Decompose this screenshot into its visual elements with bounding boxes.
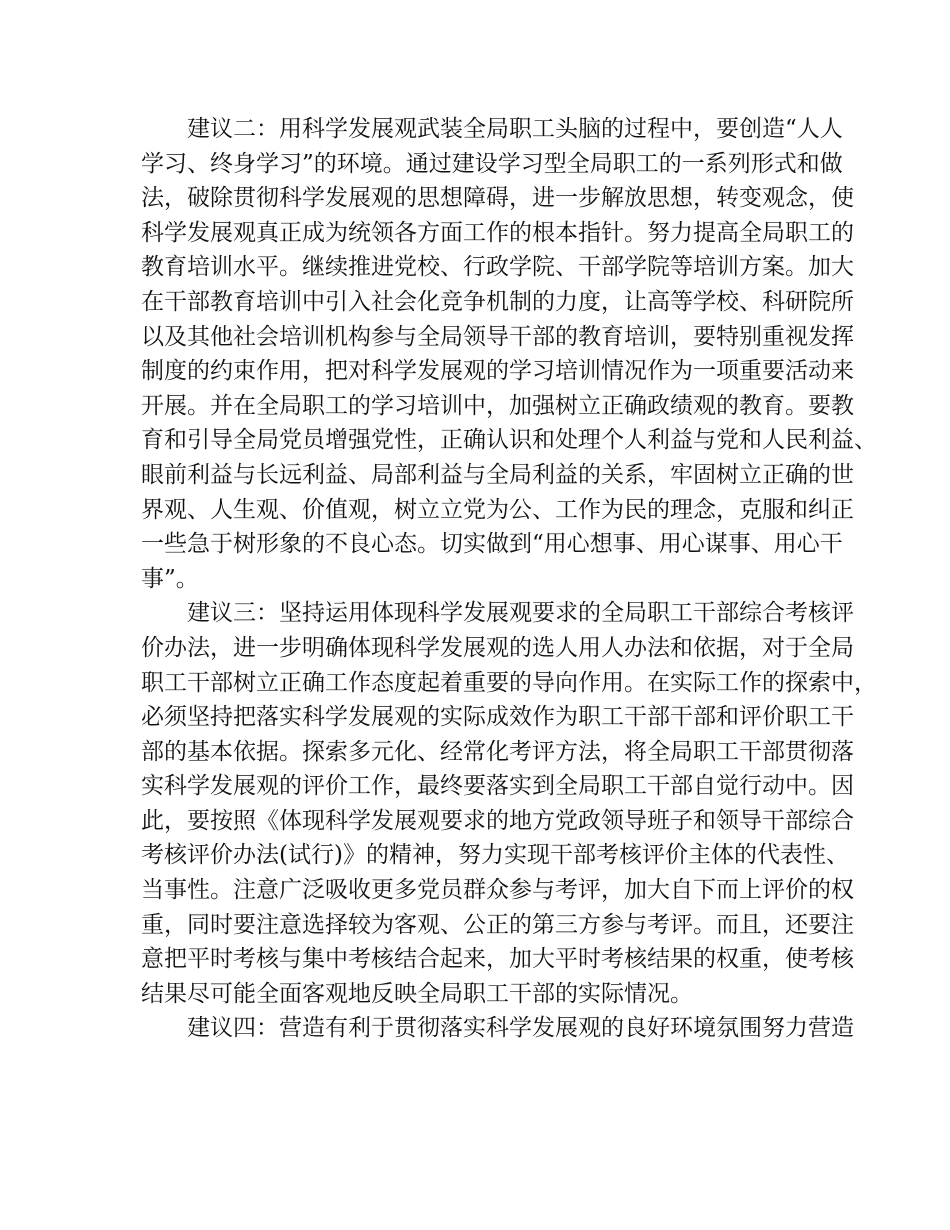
paragraph-3-line-8: 考核评价办法(试行)》的精神，努力实现干部考核评价主体的代表性、 [141, 842, 849, 869]
paragraph-4-line-1: 建议四：营造有利于贯彻落实科学发展观的良好环境氛围努力营造 [187, 1015, 854, 1042]
paragraph-3-line-2: 价办法，进一步明确体现科学发展观的选人用人办法和依据，对于全局 [141, 634, 854, 661]
document-body [141, 112, 877, 1046]
paragraph-2-line-13: 一些急于树形象的不良心态。切实做到“用心想事、用心谋事、用心干 [141, 531, 843, 558]
paragraph-2-line-1: 建议二：用科学发展观武装全局职工头脑的过程中，要创造“人人 [187, 116, 843, 142]
paragraph-3-line-7: 此，要按照《体现科学发展观要求的地方党政领导班子和领导干部综合 [141, 807, 854, 834]
paragraph-3-line-4: 必须坚持把落实科学发展观的实际成效作为职工干部干部和评价职工干 [141, 704, 854, 731]
paragraph-2-line-3: 法，破除贯彻科学发展观的思想障碍，进一步解放思想，转变观念，使 [141, 185, 854, 212]
paragraph-3-line-10: 重，同时要注意选择较为客观、公正的第三方参与考评。而且，还要注 [141, 911, 854, 938]
paragraph-2-line-10: 育和引导全局党员增强党性，正确认识和处理个人利益与党和人民利益、 [141, 427, 877, 454]
paragraph-2-line-2: 学习、终身学习”的环境。通过建设学习型全局职工的一系列形式和做 [141, 150, 843, 177]
paragraph-2-line-8: 制度的约束作用，把对科学发展观的学习培训情况作为一项重要活动来 [141, 358, 854, 385]
paragraph-3-line-12: 结果尽可能全面客观地反映全局职工干部的实际情况。 [141, 980, 693, 1007]
paragraph-3-line-11: 意把平时考核与集中考核结合起来，加大平时考核结果的权重，使考核 [141, 946, 854, 973]
paragraph-2-line-6: 在干部教育培训中引入社会化竞争机制的力度，让高等学校、科研院所 [141, 288, 854, 315]
paragraph-3-line-9: 当事性。注意广泛吸收更多党员群众参与考评，加大自下而上评价的权 [141, 877, 854, 904]
paragraph-2-line-4: 科学发展观真正成为统领各方面工作的根本指针。努力提高全局职工的 [141, 219, 854, 246]
paragraph-2-line-9: 开展。并在全局职工的学习培训中，加强树立正确政绩观的教育。要教 [141, 392, 854, 419]
paragraph-2-line-14: 事”。 [141, 565, 199, 592]
paragraph-3-line-1: 建议三：坚持运用体现科学发展观要求的全局职工干部综合考核评 [187, 600, 854, 627]
paragraph-2-line-12: 界观、人生观、价值观，树立立党为公、工作为民的理念，克服和纠正 [141, 496, 854, 523]
paragraph-3-line-5: 部的基本依据。探索多元化、经常化考评方法，将全局职工干部贯彻落 [141, 738, 854, 765]
paragraph-2-line-5: 教育培训水平。继续推进党校、行政学院、干部学院等培训方案。加大 [141, 254, 854, 281]
paragraph-3-line-6: 实科学发展观的评价工作，最终要落实到全局职工干部自觉行动中。因 [141, 773, 854, 800]
paragraph-2-line-7: 以及其他社会培训机构参与全局领导干部的教育培训，要特别重视发挥 [141, 323, 854, 350]
paragraph-3-line-3: 职工干部树立正确工作态度起着重要的导向作用。在实际工作的探索中， [141, 669, 877, 696]
paragraph-2-line-11: 眼前利益与长远利益、局部利益与全局利益的关系，牢固树立正确的世 [141, 461, 854, 488]
